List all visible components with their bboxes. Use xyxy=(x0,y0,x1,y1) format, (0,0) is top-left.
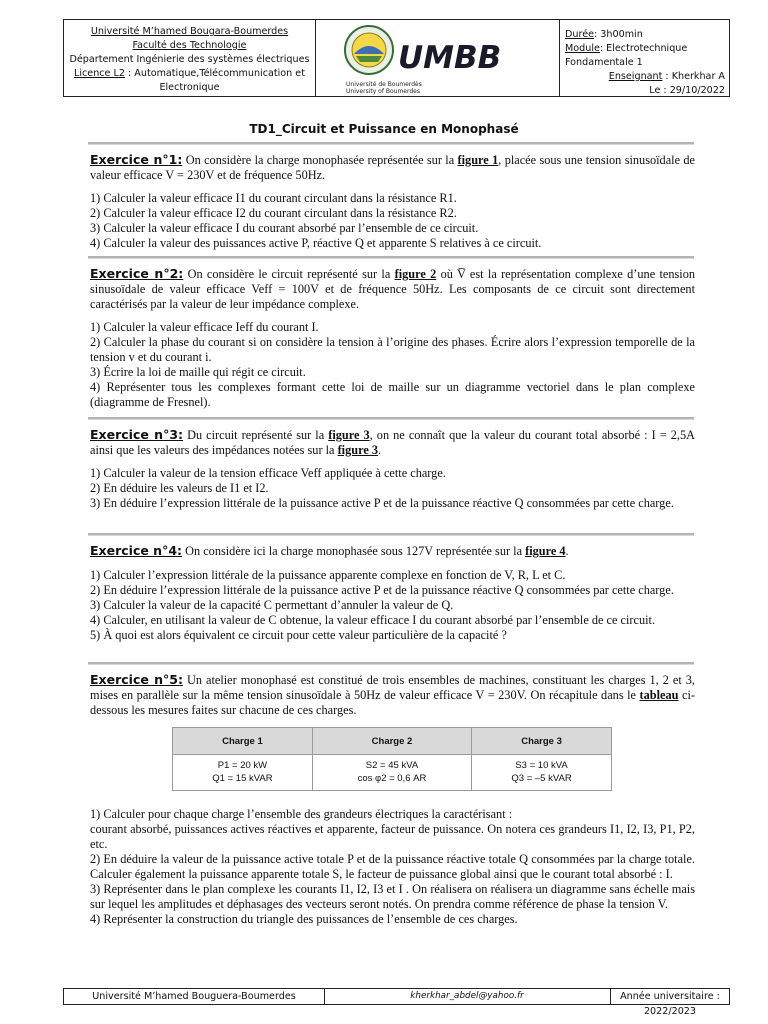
ex5-label: Exercice n°5: xyxy=(90,672,183,687)
footer-academic-year: Année universitaire : 2022/2023 xyxy=(610,989,729,1004)
licence-label: Licence L2 xyxy=(74,68,125,79)
table-cell-charge-3: S3 = 10 kVA Q3 = –5 kVAR xyxy=(472,755,612,791)
footer-university: Université M’hamed Bouguera-Boumerdes xyxy=(64,989,325,1004)
exercise-2 xyxy=(90,266,695,410)
ex4-q5: 5) À quoi est alors équivalent ce circuit pour cette valeur particulière de la capacité ? xyxy=(90,628,507,642)
table-header: Charge 3 xyxy=(472,728,612,755)
ex3-q2: 2) En déduire les valeurs de I1 et I2. xyxy=(90,481,269,495)
ex5-q1a: 1) Calculer pour chaque charge l’ensemble des grandeurs électriques la caractérisant : xyxy=(90,807,513,821)
duration-line: Durée: 3h00min xyxy=(565,29,643,40)
ex5-q1b: courant absorbé, puissances actives réactives et apparente, facteur de puissance. On notera ces grandeurs I1, I2, I3, P1, P2, etc. xyxy=(90,822,695,851)
ex3-figure-ref: figure 3 xyxy=(328,428,370,442)
ex3-intro: Exercice n°3: Du circuit représenté sur la figure 3, on ne connaît que la valeur du courant total absorbé : I = 2,5A ainsi que les valeurs des impédances notées sur la figure 3. xyxy=(90,427,695,457)
ex5-q2: 2) En déduire la valeur de la puissance active totale P et de la puissance réactive totale Q consommées par la charge totale. Calculer également la puissance apparente totale S, le facteur de puissance global ainsi que le courant total absorbé : I. xyxy=(90,852,695,881)
ex1-q3: 3) Calculer la valeur efficace I du courant absorbé par l’ensemble de ce circuit. xyxy=(90,221,479,235)
exercise-3 xyxy=(90,427,695,511)
charges-table xyxy=(172,727,612,791)
university-name: Université M’hamed Bougara-Boumerdes xyxy=(90,26,289,37)
separator xyxy=(88,256,694,259)
module-line: Module: Electrotechnique Fondamentale 1 xyxy=(565,43,688,68)
table-cell-charge-2: S2 = 45 kVA cos φ2 = 0,6 AR xyxy=(312,755,471,791)
ex4-intro: Exercice n°4: On considère ici la charge monophasée sous 127V représentée sur la figure 4. xyxy=(90,543,569,558)
ex1-figure-ref: figure 1 xyxy=(457,153,499,167)
table-row xyxy=(173,755,612,791)
separator xyxy=(88,142,694,145)
ex5-table-ref: tableau xyxy=(639,688,679,702)
ex3-label: Exercice n°3: xyxy=(90,427,184,442)
header-institution xyxy=(64,20,316,96)
ex3-q1: 1) Calculer la valeur de la tension efficace Veff appliquée à cette charge. xyxy=(90,466,446,480)
logo-caption-2: University of Boumerdes xyxy=(346,88,420,95)
footer-email[interactable]: kherkhar_abdel@yahoo.fr xyxy=(410,991,524,1001)
table-cell-charge-1: P1 = 20 kW Q1 = 15 kVAR xyxy=(173,755,313,791)
ex2-q4: 4) Représenter tous les complexes formant cette loi de maille sur un diagramme vectoriel dans le plan complexe (diagramme de Fresnel). xyxy=(90,380,695,409)
ex2-q3: 3) Écrire la loi de maille qui régit ce circuit. xyxy=(90,365,306,379)
ex5-q4: 4) Représenter la construction du triangle des puissances de l’ensemble de ces charges. xyxy=(90,912,518,926)
licence-rest: : Automatique,Télécommunication et xyxy=(124,68,305,79)
table-header: Charge 2 xyxy=(312,728,471,755)
licence-line2: Electronique xyxy=(159,82,220,93)
ex3-figure-ref-2: figure 3 xyxy=(337,443,378,457)
department-name: Département Ingénierie des systèmes électriques xyxy=(69,54,310,65)
ex2-label: Exercice n°2: xyxy=(90,266,184,281)
table-header: Charge 1 xyxy=(173,728,313,755)
exercise-5-intro xyxy=(90,672,695,718)
ex3-q3: 3) En déduire l’expression littérale de la puissance active P et de la puissance réactive Q consommées par cette charge. xyxy=(90,496,674,510)
exercise-1 xyxy=(90,152,695,251)
ex4-q2: 2) En déduire l’expression littérale de la puissance active P et de la puissance réactive Q consommées par cette charge. xyxy=(90,583,674,597)
separator xyxy=(88,417,694,420)
ex2-q2: 2) Calculer la phase du courant si on considère la tension à l’origine des phases. Écrire alors l’expression temporelle de la tension v et du courant i. xyxy=(90,335,695,364)
ex4-label: Exercice n°4: xyxy=(90,543,183,558)
separator xyxy=(88,662,694,665)
separator xyxy=(88,533,694,536)
ex1-q4: 4) Calculer la valeur des puissances active P, réactive Q et apparente S relatives à ce circuit. xyxy=(90,236,542,250)
ex4-q4: 4) Calculer, en utilisant la valeur de C obtenue, la valeur efficace I du courant absorbé par l’ensemble de ce circuit. xyxy=(90,613,656,627)
ex1-intro: Exercice n°1: On considère la charge monophasée représentée sur la figure 1, placée sous une tension sinusoïdale de valeur efficace V = 230V et de fréquence 50Hz. xyxy=(90,152,695,182)
teacher-line: Enseignant : Kherkhar A xyxy=(608,71,725,82)
exercise-5-questions xyxy=(90,807,695,927)
page-title: TD1_Circuit et Puissance en Monophasé xyxy=(249,122,519,136)
footer xyxy=(63,988,730,1017)
ex1-q2: 2) Calculer la valeur efficace I2 du courant circulant dans la résistance R2. xyxy=(90,206,457,220)
faculty-name: Faculté des Technologie xyxy=(132,40,247,51)
ex1-label: Exercice n°1: xyxy=(90,152,183,167)
header-box xyxy=(63,19,730,97)
header-course-info xyxy=(559,20,731,96)
ex5-q3: 3) Représenter dans le plan complexe les courants I1, I2, I3 et I . On réalisera on réalisera un diagramme sans échelle mais sur lequel les amplitudes et déphasages des vecteurs seront notés. On prendra comme référence de phase la tension V. xyxy=(90,882,695,911)
ex2-figure-ref: figure 2 xyxy=(394,267,437,281)
ex4-q3: 3) Calculer la valeur de la capacité C permettant d’annuler la valeur de Q. xyxy=(90,598,454,612)
logo-caption-1: Université de Boumerdès xyxy=(346,81,422,88)
table-header-row xyxy=(173,728,612,755)
ex2-q1: 1) Calculer la valeur efficace Ieff du courant I. xyxy=(90,320,319,334)
licence-line xyxy=(64,67,315,81)
university-logo xyxy=(316,20,559,96)
ex4-q1: 1) Calculer l’expression littérale de la puissance apparente complexe en fonction de V, R, L et C. xyxy=(90,568,566,582)
ex5-intro: Exercice n°5: Un atelier monophasé est constitué de trois ensembles de machines, constituant les charges 1, 2 et 3, mises en parallèle sur la même tension sinusoïdale à 50Hz de valeur efficace V = 230V. On récapitule dans le tableau ci-dessous les mesures faites sur chacune de ces charges. xyxy=(90,672,695,717)
date-line: Le : 29/10/2022 xyxy=(649,85,725,96)
ex1-q1: 1) Calculer la valeur efficace I1 du courant circulant dans la résistance R1. xyxy=(90,191,457,205)
logo-brand: UMBB xyxy=(398,40,502,76)
ex4-figure-ref: figure 4 xyxy=(525,544,566,558)
exercise-4 xyxy=(90,543,695,643)
ex2-intro: Exercice n°2: On considère le circuit représenté sur la figure 2 où V̅ est la représentation complexe d’une tension sinusoïdale de valeur efficace Veff = 100V et de fréquence 50Hz. Les composants de ce circuit sont directement caractérisés par la valeur de leur impédance complexe. xyxy=(90,266,695,311)
